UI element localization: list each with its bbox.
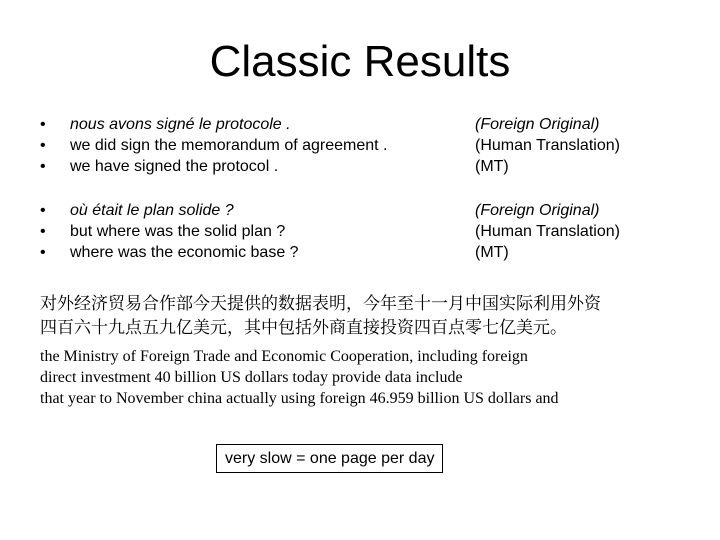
example-text: where was the economic base ? <box>70 244 299 261</box>
example-text: but where was the solid plan ? <box>70 223 286 240</box>
speed-note-box: very slow = one page per day <box>216 444 443 473</box>
example-row <box>40 156 680 177</box>
bullet-icon: • <box>40 158 46 175</box>
chinese-line: 对外经济贸易合作部今天提供的数据表明，今年至十一月中国实际利用外资 <box>40 294 601 314</box>
example-group-1 <box>40 114 680 177</box>
example-row <box>40 242 680 263</box>
slide-title: Classic Results <box>209 37 511 86</box>
bullet-icon: • <box>40 223 46 240</box>
bullet-icon: • <box>40 244 46 261</box>
example-note: (Human Translation) <box>475 223 620 240</box>
chinese-source-paragraph <box>40 292 700 340</box>
example-text: we have signed the protocol . <box>70 158 279 175</box>
example-text: we did sign the memorandum of agreement . <box>70 137 388 154</box>
bullet-icon: • <box>40 202 46 219</box>
example-text: nous avons signé le protocole . <box>70 116 291 133</box>
example-note: (Foreign Original) <box>475 116 600 133</box>
example-note: (Human Translation) <box>475 137 620 154</box>
chinese-line: 四百六十九点五九亿美元，其中包括外商直接投资四百点零七亿美元。 <box>40 318 567 338</box>
example-row <box>40 200 680 221</box>
example-note: (MT) <box>475 244 509 261</box>
example-note: (Foreign Original) <box>475 202 600 219</box>
mt-output-paragraph <box>40 346 700 409</box>
example-text: où était le plan solide ? <box>70 202 234 219</box>
example-group-2 <box>40 200 680 263</box>
example-note: (MT) <box>475 158 509 175</box>
mt-line: the Ministry of Foreign Trade and Economic Cooperation, including foreign <box>40 348 528 365</box>
example-row <box>40 135 680 156</box>
bullet-icon: • <box>40 137 46 154</box>
example-row <box>40 114 680 135</box>
example-row <box>40 221 680 242</box>
bullet-icon: • <box>40 116 46 133</box>
mt-line: direct investment 40 billion US dollars today provide data include <box>40 369 463 386</box>
mt-line: that year to November china actually using foreign 46.959 billion US dollars and <box>40 390 559 407</box>
